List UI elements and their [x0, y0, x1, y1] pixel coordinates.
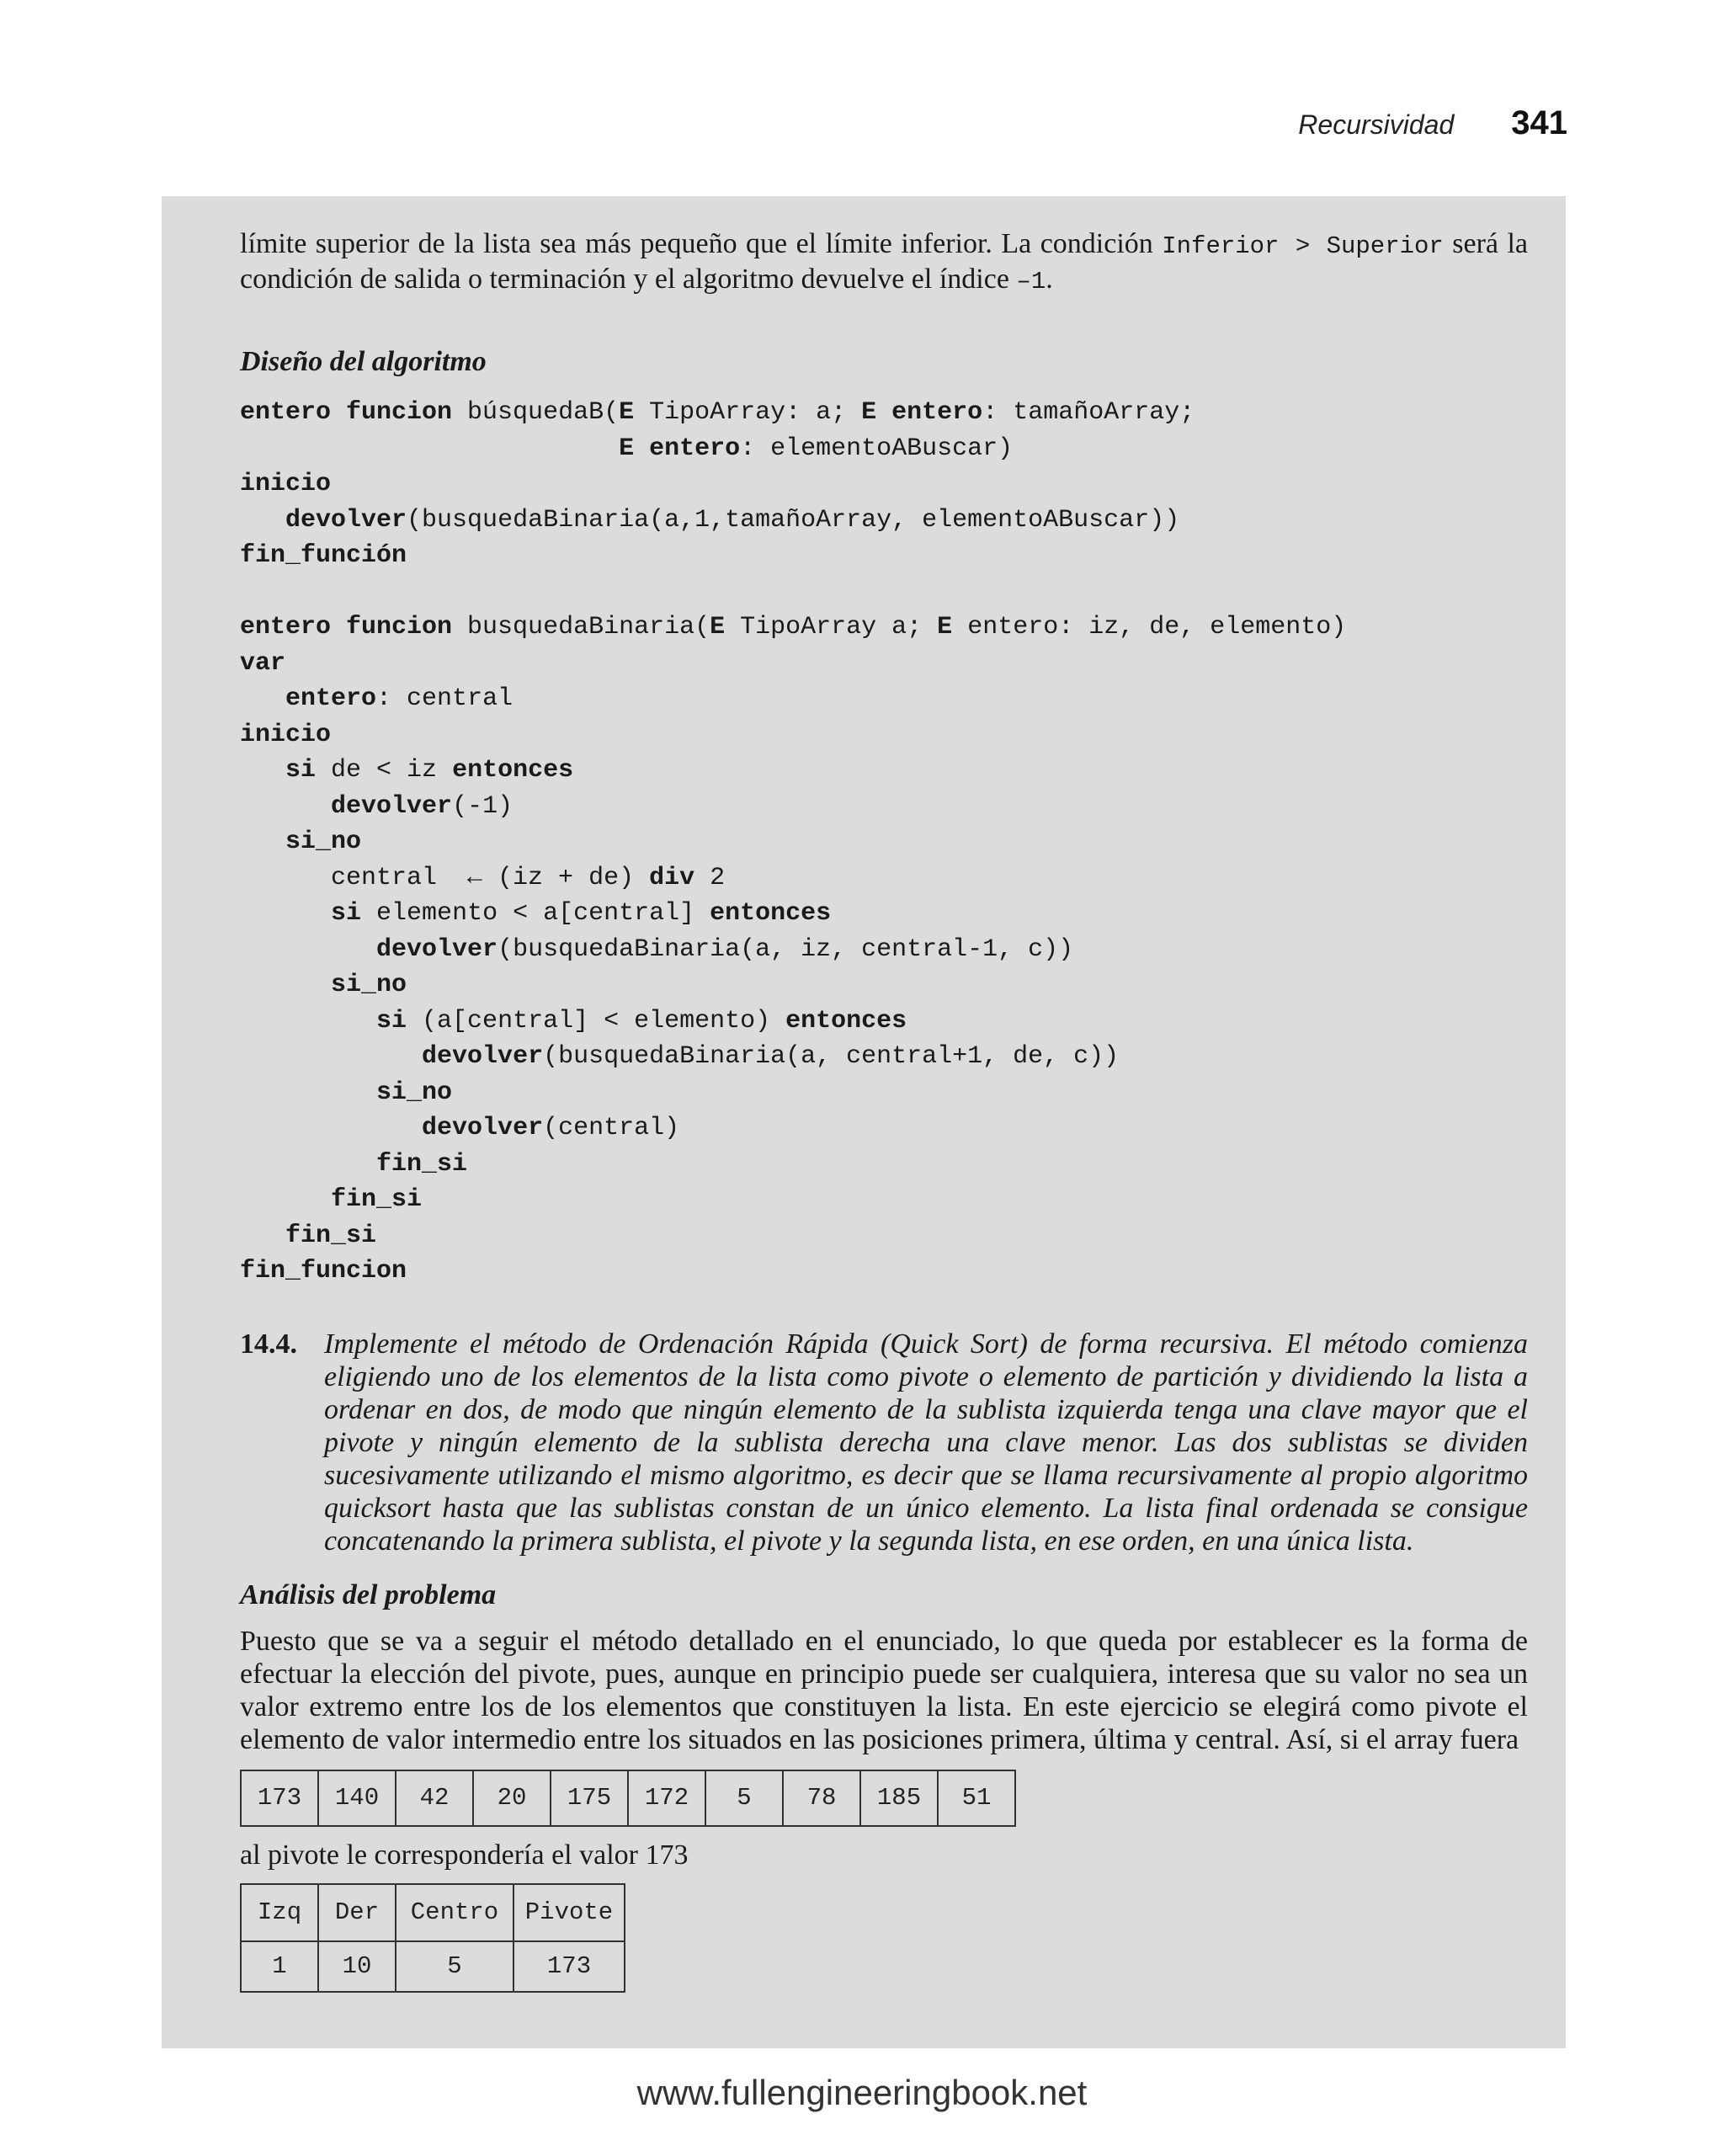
- table-cell: 1: [241, 1941, 318, 1992]
- code-line: si (a[central] < elemento) entonces: [376, 1006, 907, 1035]
- code-line: fin_funcion: [240, 1257, 407, 1286]
- code-line: si_no: [376, 1078, 453, 1107]
- pivot-sentence: al pivote le correspondería el valor 173: [240, 1839, 689, 1871]
- array-cell: 185: [860, 1770, 938, 1826]
- code-line: devolver(-1): [331, 791, 513, 821]
- inline-code-index: –1: [1016, 268, 1046, 295]
- code-line: si elemento < a[central] entonces: [331, 899, 832, 928]
- table-cell: 10: [318, 1941, 396, 1992]
- table-row: [241, 1770, 1015, 1826]
- code-line: devolver(busquedaBinaria(a, iz, central-1, c)): [376, 934, 1074, 964]
- array-cell: 5: [705, 1770, 783, 1826]
- code-line: entero funcion busquedaBinaria(E TipoArray a; E entero: iz, de, elemento): [240, 613, 1347, 641]
- pivot-table: [240, 1883, 625, 1993]
- array-cell: 78: [783, 1770, 860, 1826]
- array-cell: 20: [473, 1770, 551, 1826]
- code-line: si de < iz entonces: [285, 756, 574, 785]
- array-cell: 175: [551, 1770, 628, 1826]
- code-line: devolver(busquedaBinaria(a, central+1, de, c)): [422, 1042, 1120, 1071]
- column-header: Pivote: [513, 1884, 625, 1941]
- inline-code-condition: Inferior > Superior: [1162, 232, 1444, 260]
- code-line: devolver(central): [422, 1114, 680, 1142]
- array-cell: 51: [938, 1770, 1015, 1826]
- code-line: devolver(busquedaBinaria(a,1,tamañoArray, elementoABuscar)): [285, 505, 1180, 535]
- page-content: [240, 227, 1528, 1993]
- column-header: Centro: [396, 1884, 513, 1941]
- code-line: central ← (iz + de) div 2: [240, 863, 726, 892]
- array-cell: 172: [628, 1770, 705, 1826]
- table-cell: 173: [513, 1941, 625, 1992]
- analysis-heading: Análisis del problema: [240, 1578, 497, 1610]
- design-heading: Diseño del algoritmo: [240, 346, 487, 377]
- page-header: [1298, 104, 1567, 142]
- table-cell: 5: [396, 1941, 513, 1992]
- code-line: inicio: [240, 470, 332, 498]
- column-header: Der: [318, 1884, 396, 1941]
- code-line: fin_si: [285, 1221, 377, 1250]
- array-cell: 42: [396, 1770, 473, 1826]
- exercise-14-4: [240, 1328, 1528, 1557]
- code-line: si_no: [285, 828, 362, 856]
- array-table: [240, 1770, 1016, 1827]
- code-line: fin_si: [331, 1185, 423, 1214]
- exercise-statement: Implemente el método de Ordenación Rápida (Quick Sort) de forma recursiva. El método comienza eligiendo uno de los elementos de la lista como pivote o elemento de partición y dividiendo la lista a ordenar en dos, de modo que ningún elemento de la sublista izquierda tenga una clave mayor que el pivote y ningún elemento de la sublista derecha una clave menor. Las dos sublistas se dividen sucesivamente utilizando el mismo algoritmo, es decir que se llama recursivamente al propio algoritmo quicksort hasta que las sublistas constan de un único elemento. La lista final ordenada se consigue concatenando la primera sublista, el pivote y la segunda lista, en ese orden, en una única lista.: [324, 1328, 1528, 1557]
- array-cell: 140: [318, 1770, 396, 1826]
- code-line: entero funcion búsquedaB(E TipoArray: a; E entero: tamañoArray;: [240, 398, 1195, 427]
- code-line: var: [240, 648, 286, 678]
- table-row: [241, 1941, 625, 1992]
- code-line: E entero: elementoABuscar): [619, 434, 1014, 463]
- analysis-paragraph: Puesto que se va a seguir el método detallado en el enunciado, lo que queda por establecer es la forma de efectuar la elección del pivote, pues, aunque en principio puede ser cualquiera, interesa que su valor no sea un valor extremo entre los de los elementos que constituyen la lista. En este ejercicio se elegirá como pivote el elemento de valor intermedio entre los situados en las posiciones primera, última y central. Así, si el array fuera: [240, 1625, 1528, 1755]
- intro-paragraph: límite superior de la lista sea más pequeño que el límite inferior. La condición Inferior > Superior será la condición de salida o terminación y el algoritmo devuelve el índice –1.: [240, 228, 1528, 295]
- code-line: fin_función: [240, 541, 407, 570]
- footer-url: www.fullengineeringbook.net: [636, 2073, 1088, 2112]
- array-cell: 173: [241, 1770, 318, 1826]
- code-line: entero: central: [285, 684, 513, 713]
- column-header: Izq: [241, 1884, 318, 1941]
- code-line: inicio: [240, 720, 332, 749]
- table-header-row: [241, 1884, 625, 1941]
- exercise-number: 14.4.: [240, 1328, 297, 1360]
- code-blank-line: [240, 574, 1528, 610]
- code-line: si_no: [331, 971, 407, 999]
- code-block: [240, 395, 1528, 1290]
- code-line: fin_si: [376, 1149, 468, 1179]
- running-title: Recursividad: [1298, 109, 1455, 140]
- page-number: 341: [1511, 104, 1567, 141]
